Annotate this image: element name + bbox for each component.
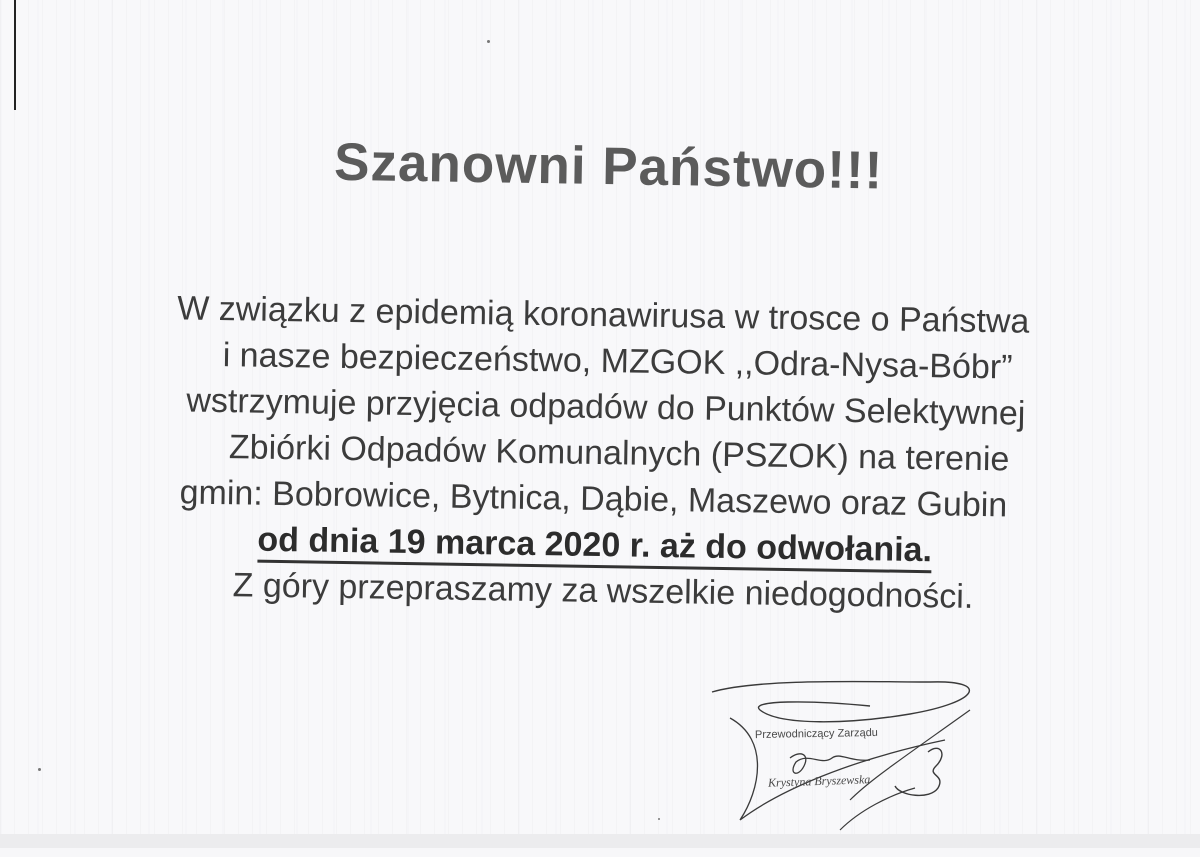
body-line: gmin: Bobrowice, Bytnica, Dąbie, Maszewo oraz Gubin	[179, 473, 1008, 525]
body-line: wstrzymuje przyjęcia odpadów do Punktów Selektywnej	[186, 381, 1026, 433]
body-line: W związku z epidemią koronawirusa w trosce o Państwa	[176, 289, 1030, 341]
effective-date-text: od dnia 19 marca 2020 r. aż do odwołania.	[257, 521, 932, 574]
body-line: i nasze bezpieczeństwo, MZGOK ,,Odra-Nysa-Bóbr”	[222, 336, 1013, 387]
signature-name: Krystyna Bryszewska	[767, 772, 871, 790]
signature-block	[700, 670, 1000, 840]
body-line: Zbiórki Odpadów Komunalnych (PSZOK) na terenie	[228, 428, 1010, 479]
handwritten-signature	[700, 670, 1000, 840]
closing-line: Z góry przepraszamy za wszelkie niedogodności.	[232, 566, 974, 616]
signature-role: Przewodniczący Zarządu	[754, 726, 878, 742]
notice-body	[57, 284, 1142, 623]
notice-title: Szanowni Państwo!!!	[333, 132, 884, 201]
